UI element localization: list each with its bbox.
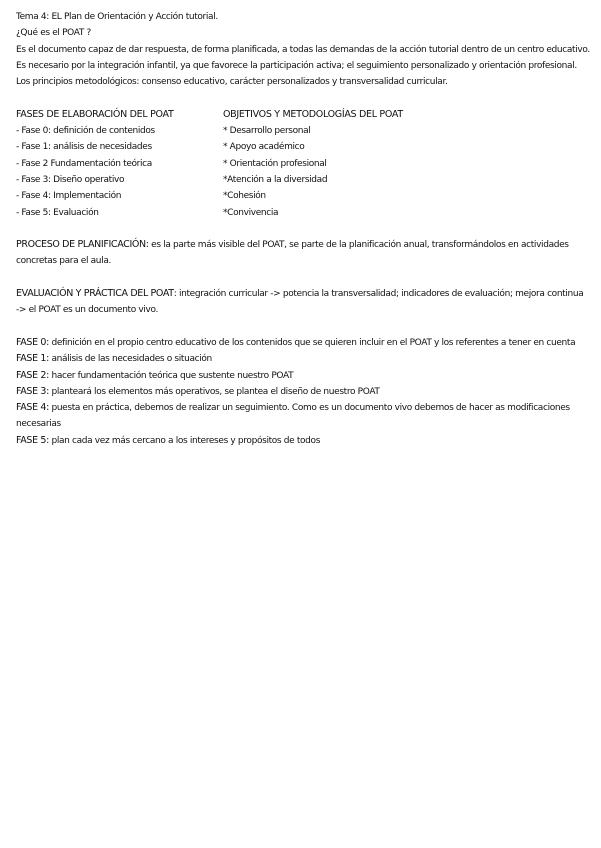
phase-detail-label: FASE 2: [16, 369, 49, 381]
phase-detail-label: FASE 3: [16, 385, 49, 397]
objective-item: * Orientación profesional [223, 158, 327, 169]
evaluation-paragraph [16, 286, 587, 319]
phase-detail-text: plan cada vez más cercano a los intereses y propósitos de todos [48, 435, 321, 446]
phase-detail [16, 433, 587, 449]
phase-detail [16, 368, 587, 384]
phase-detail-label: FASE 5: [16, 434, 49, 446]
objective-item: *Cohesión [223, 191, 266, 202]
phase-detail-label: FASE 0: [16, 336, 49, 348]
planning-label: PROCESO DE PLANIFICACIÓN: [16, 239, 149, 251]
question-line: ¿Qué es el POAT ? [16, 28, 91, 39]
objectives-heading: OBJETIVOS Y METODOLOGÍAS DEL POAT [223, 108, 403, 120]
spacer [16, 270, 587, 286]
phase-item: - Fase 5: Evaluación [16, 207, 99, 218]
phase-item: - Fase 1: análisis de necesidades [16, 142, 152, 153]
phase-detail-text: análisis de las necesidades o situación [48, 354, 212, 365]
intro-line: Es el documento capaz de dar respuesta, de forma planificada, a todas las demandas de la acción tutorial dentro de un centro educativo. [16, 44, 590, 55]
spacer [16, 319, 587, 335]
spacer [16, 221, 587, 237]
planning-text: es la parte más visible del POAT, se parte de la planificación anual, transformándolos en actividades concretas para el aula. [16, 240, 569, 267]
phase-item: - Fase 3: Diseño operativo [16, 174, 125, 185]
objective-item: *Atención a la diversidad [223, 174, 328, 185]
phase-detail [16, 351, 587, 367]
phase-detail [16, 400, 587, 433]
phase-detail-text: puesta en práctica, debemos de realizar un seguimiento. Como es un documento vivo debemos de hacer as modificaciones necesarias [16, 403, 570, 430]
phase-item: - Fase 4: Implementación [16, 191, 122, 202]
objective-item: *Convivencia [223, 207, 279, 218]
planning-paragraph [16, 237, 587, 270]
objective-item: * Desarrollo personal [223, 126, 311, 137]
phase-detail-text: definición en el propio centro educativo de los contenidos que se quieren incluir en el POAT y los referentes a tener en cuenta [48, 337, 576, 348]
phases-heading: FASES DE ELABORACIÓN DEL POAT [16, 108, 174, 120]
phase-item: - Fase 0: definición de contenidos [16, 126, 155, 137]
spacer [16, 90, 587, 106]
phase-detail-label: FASE 1: [16, 353, 49, 365]
phase-detail-text: hacer fundamentación teórica que sustente nuestro POAT [48, 370, 294, 381]
phase-detail [16, 384, 587, 400]
phases-column [16, 107, 223, 221]
phase-detail-text: planteará los elementos más operativos, se plantea el diseño de nuestro POAT [48, 386, 380, 397]
evaluation-label: EVALUACIÓN Y PRÁCTICA DEL POAT [16, 288, 174, 300]
phase-item: - Fase 2 Fundamentación teórica [16, 158, 152, 169]
two-column-lists [16, 107, 587, 221]
document-title: Tema 4: EL Plan de Orientación y Acción tutorial. [16, 12, 218, 22]
objectives-column [223, 107, 587, 221]
phase-detail [16, 335, 587, 351]
intro-line: Es necesario por la integración infantil, ya que favorece la participación activa; el seguimiento personalizado y orientación profesional. [16, 60, 577, 71]
evaluation-text: : integración curricular -> potencia la transversalidad; indicadores de evaluación; mejora continua -> el POAT es un documento vivo. [16, 289, 584, 316]
intro-line: Los principios metodológicos: consenso educativo, carácter personalizados y transversalidad curricular. [16, 77, 448, 88]
objective-item: * Apoyo académico [223, 142, 305, 153]
phase-detail-label: FASE 4: [16, 402, 49, 414]
